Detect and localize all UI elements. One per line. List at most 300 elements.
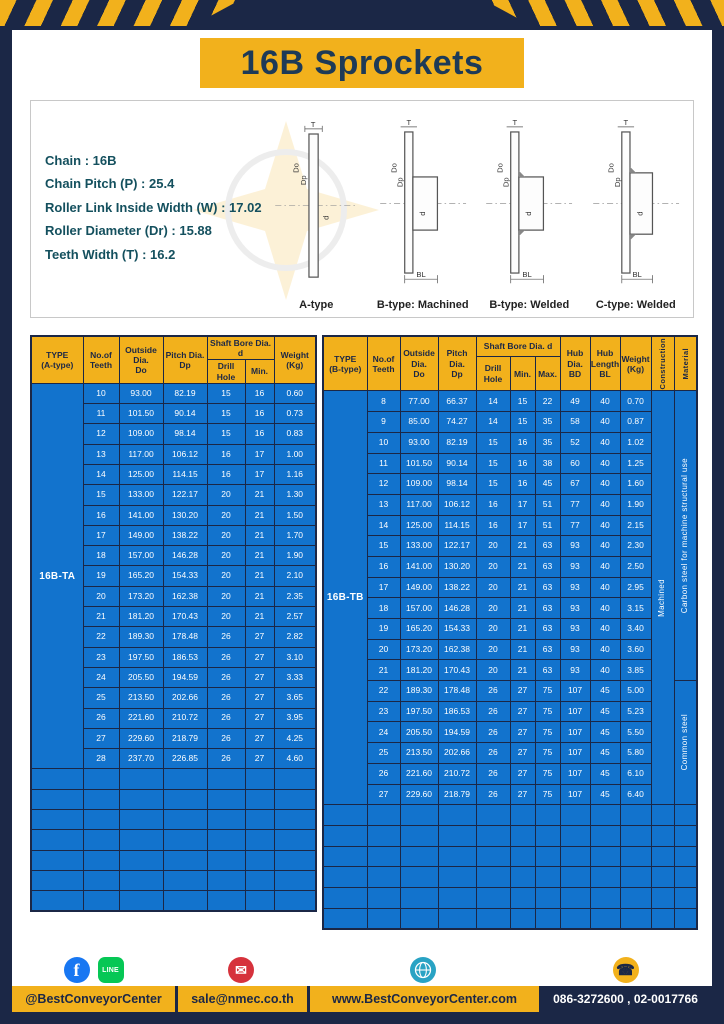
value-cell xyxy=(535,825,560,846)
value-cell: 74.27 xyxy=(438,412,476,433)
value-cell xyxy=(163,769,207,789)
value-cell: 101.50 xyxy=(400,453,438,474)
value-cell: 11 xyxy=(367,453,400,474)
sprocket-table-a xyxy=(30,335,317,912)
value-cell: 98.14 xyxy=(163,424,207,444)
value-cell: 16 xyxy=(245,383,274,403)
value-cell xyxy=(119,789,163,809)
value-cell: 21 xyxy=(83,607,119,627)
value-cell xyxy=(323,805,367,826)
value-cell: 40 xyxy=(590,536,620,557)
value-cell: 125.00 xyxy=(119,464,163,484)
value-cell xyxy=(651,867,674,888)
globe-icon[interactable] xyxy=(410,957,436,983)
diagram-b-type-welded xyxy=(476,107,583,315)
dim-do-label: Do xyxy=(291,163,301,173)
value-cell: 21 xyxy=(245,566,274,586)
value-cell: 21 xyxy=(510,660,535,681)
material-cell: Common steel xyxy=(674,681,697,805)
value-cell: 130.20 xyxy=(163,505,207,525)
value-cell: 82.19 xyxy=(438,432,476,453)
value-cell xyxy=(400,867,438,888)
value-cell xyxy=(400,908,438,929)
facebook-icon[interactable]: f xyxy=(64,957,90,983)
value-cell: 35 xyxy=(535,432,560,453)
value-cell: 45 xyxy=(590,681,620,702)
email-address[interactable]: sale@nmec.co.th xyxy=(175,986,307,1012)
value-cell xyxy=(620,846,651,867)
value-cell: 18 xyxy=(83,546,119,566)
value-cell: 75 xyxy=(535,784,560,805)
value-cell xyxy=(323,825,367,846)
a-type-drawing-icon xyxy=(265,107,367,298)
value-cell: 21 xyxy=(245,546,274,566)
value-cell: 51 xyxy=(535,515,560,536)
table-row xyxy=(323,577,697,598)
value-cell: 24 xyxy=(367,722,400,743)
value-cell xyxy=(323,887,367,908)
value-cell: 27 xyxy=(510,681,535,702)
value-cell: 28 xyxy=(83,749,119,769)
value-cell: 26 xyxy=(367,763,400,784)
value-cell: 165.20 xyxy=(119,566,163,586)
value-cell xyxy=(510,867,535,888)
value-cell: 77 xyxy=(560,515,590,536)
value-cell: 3.10 xyxy=(274,647,316,667)
value-cell: 21 xyxy=(245,607,274,627)
value-cell: 21 xyxy=(510,536,535,557)
value-cell: 5.00 xyxy=(620,681,651,702)
phone-icon[interactable]: ☎ xyxy=(613,957,639,983)
value-cell xyxy=(367,805,400,826)
value-cell: 221.60 xyxy=(119,708,163,728)
dim-dp-label: Dp xyxy=(395,177,405,188)
value-cell xyxy=(510,846,535,867)
value-cell xyxy=(83,850,119,870)
sprocket-table-b xyxy=(322,335,698,930)
value-cell: 1.30 xyxy=(274,485,316,505)
value-cell xyxy=(207,809,245,829)
table-row xyxy=(323,494,697,515)
value-cell: 194.59 xyxy=(438,722,476,743)
value-cell: 213.50 xyxy=(400,743,438,764)
value-cell: 40 xyxy=(590,515,620,536)
dim-t-label: T xyxy=(623,117,628,127)
value-cell: 20 xyxy=(83,586,119,606)
value-cell xyxy=(83,891,119,911)
value-cell xyxy=(438,805,476,826)
value-cell: 10 xyxy=(83,383,119,403)
value-cell: 20 xyxy=(476,556,510,577)
value-cell: 170.43 xyxy=(163,607,207,627)
empty-row xyxy=(31,830,316,850)
value-cell: 40 xyxy=(590,494,620,515)
value-cell: 13 xyxy=(367,494,400,515)
value-cell xyxy=(651,887,674,908)
value-cell: 25 xyxy=(83,688,119,708)
info-panel xyxy=(30,100,694,318)
value-cell: 2.30 xyxy=(620,536,651,557)
value-cell: 19 xyxy=(367,619,400,640)
value-cell: 189.30 xyxy=(400,681,438,702)
value-cell xyxy=(245,850,274,870)
value-cell: 93 xyxy=(560,536,590,557)
table-row xyxy=(323,639,697,660)
value-cell xyxy=(245,769,274,789)
value-cell: 82.19 xyxy=(163,383,207,403)
value-cell: 14 xyxy=(476,412,510,433)
value-cell: 210.72 xyxy=(438,763,476,784)
value-cell: 20 xyxy=(207,505,245,525)
value-cell xyxy=(535,867,560,888)
header-shaft-bore-group: Shaft Bore Dia. d xyxy=(207,336,274,360)
value-cell: 40 xyxy=(590,639,620,660)
value-cell xyxy=(674,846,697,867)
value-cell: 210.72 xyxy=(163,708,207,728)
table-b-header xyxy=(323,336,697,391)
value-cell: 141.00 xyxy=(400,556,438,577)
header-drill-hole: Drill Hole xyxy=(476,356,510,391)
table-row xyxy=(323,474,697,495)
value-cell: 26 xyxy=(476,722,510,743)
value-cell xyxy=(560,846,590,867)
value-cell: 107 xyxy=(560,681,590,702)
value-cell xyxy=(274,769,316,789)
footer-icons-row xyxy=(12,954,712,986)
value-cell xyxy=(590,805,620,826)
value-cell: 146.28 xyxy=(438,598,476,619)
value-cell: 85.00 xyxy=(400,412,438,433)
value-cell: 3.33 xyxy=(274,667,316,687)
value-cell: 138.22 xyxy=(163,525,207,545)
diagram-caption: B-type: Machined xyxy=(376,299,469,311)
value-cell: 40 xyxy=(590,619,620,640)
table-row xyxy=(323,660,697,681)
value-cell xyxy=(590,846,620,867)
value-cell xyxy=(207,850,245,870)
empty-row xyxy=(31,769,316,789)
value-cell: 16 xyxy=(245,404,274,424)
value-cell: 149.00 xyxy=(400,577,438,598)
value-cell xyxy=(510,908,535,929)
value-cell: 27 xyxy=(245,667,274,687)
value-cell: 2.57 xyxy=(274,607,316,627)
value-cell xyxy=(31,769,83,789)
value-cell: 63 xyxy=(535,577,560,598)
value-cell: 38 xyxy=(535,453,560,474)
value-cell xyxy=(590,887,620,908)
value-cell: 27 xyxy=(245,627,274,647)
value-cell: 90.14 xyxy=(438,453,476,474)
value-cell: 75 xyxy=(535,763,560,784)
value-cell: 8 xyxy=(367,391,400,412)
social-icons xyxy=(12,957,175,983)
diagram-caption: A-type xyxy=(299,299,334,311)
value-cell: 75 xyxy=(535,743,560,764)
value-cell: 22 xyxy=(535,391,560,412)
phone-numbers: 086-3272600 , 02-0017766 xyxy=(539,986,712,1012)
value-cell: 16 xyxy=(476,515,510,536)
value-cell xyxy=(83,809,119,829)
dim-d-label: d xyxy=(417,211,427,216)
value-cell: 6.10 xyxy=(620,763,651,784)
value-cell: 165.20 xyxy=(400,619,438,640)
value-cell: 17 xyxy=(83,525,119,545)
value-cell: 16 xyxy=(207,464,245,484)
value-cell: 20 xyxy=(476,660,510,681)
value-cell xyxy=(274,891,316,911)
tables-section xyxy=(30,335,694,912)
value-cell: 45 xyxy=(590,763,620,784)
value-cell: 130.20 xyxy=(438,556,476,577)
value-cell: 23 xyxy=(83,647,119,667)
diagram-b-type-machined xyxy=(370,107,477,315)
value-cell: 75 xyxy=(535,722,560,743)
value-cell: 1.60 xyxy=(620,474,651,495)
value-cell: 15 xyxy=(510,412,535,433)
value-cell: 63 xyxy=(535,639,560,660)
value-cell: 26 xyxy=(207,667,245,687)
value-cell: 40 xyxy=(590,598,620,619)
value-cell xyxy=(535,846,560,867)
value-cell: 60 xyxy=(560,453,590,474)
value-cell xyxy=(560,867,590,888)
value-cell: 181.20 xyxy=(400,660,438,681)
value-cell xyxy=(323,846,367,867)
value-cell: 17 xyxy=(510,515,535,536)
value-cell: 189.30 xyxy=(119,627,163,647)
value-cell: 157.00 xyxy=(400,598,438,619)
value-cell: 221.60 xyxy=(400,763,438,784)
value-cell: 12 xyxy=(83,424,119,444)
value-cell: 20 xyxy=(207,485,245,505)
dim-t-label: T xyxy=(310,119,316,129)
value-cell: 0.70 xyxy=(620,391,651,412)
value-cell: 40 xyxy=(590,660,620,681)
value-cell xyxy=(207,870,245,890)
value-cell: 109.00 xyxy=(400,474,438,495)
value-cell: 24 xyxy=(83,667,119,687)
dim-d-label: d xyxy=(321,215,331,220)
value-cell: 20 xyxy=(367,639,400,660)
value-cell xyxy=(367,846,400,867)
value-cell: 93 xyxy=(560,598,590,619)
value-cell xyxy=(163,830,207,850)
value-cell: 16 xyxy=(83,505,119,525)
value-cell: 45 xyxy=(590,743,620,764)
value-cell: 205.50 xyxy=(400,722,438,743)
table-row xyxy=(323,412,697,433)
value-cell: 40 xyxy=(590,556,620,577)
value-cell xyxy=(245,809,274,829)
line-app-icon[interactable]: LINE xyxy=(98,957,124,983)
table-a-header xyxy=(31,336,316,383)
value-cell: 45 xyxy=(590,722,620,743)
value-cell: 2.10 xyxy=(274,566,316,586)
email-icon[interactable]: ✉ xyxy=(228,957,254,983)
value-cell xyxy=(535,908,560,929)
table-row xyxy=(323,619,697,640)
value-cell: 49 xyxy=(560,391,590,412)
value-cell: 16 xyxy=(510,453,535,474)
header-pitch-dia: Pitch Dia. Dp xyxy=(163,336,207,383)
value-cell: 122.17 xyxy=(438,536,476,557)
header-teeth: No.of Teeth xyxy=(83,336,119,383)
header-hub-length: Hub Length BL xyxy=(590,336,620,391)
header-min: Min. xyxy=(510,356,535,391)
value-cell: 1.02 xyxy=(620,432,651,453)
website-url[interactable]: www.BestConveyorCenter.com xyxy=(307,986,539,1012)
value-cell: 21 xyxy=(245,505,274,525)
value-cell xyxy=(535,805,560,826)
value-cell: 27 xyxy=(245,688,274,708)
value-cell: 149.00 xyxy=(119,525,163,545)
value-cell: 106.12 xyxy=(163,444,207,464)
value-cell: 63 xyxy=(535,598,560,619)
type-badge: 16B-TB xyxy=(323,391,367,805)
value-cell: 6.40 xyxy=(620,784,651,805)
header-material: Material xyxy=(674,336,697,391)
value-cell: 26 xyxy=(207,647,245,667)
value-cell xyxy=(31,891,83,911)
value-cell: 27 xyxy=(245,708,274,728)
header-outside-dia: Outside Dia. Do xyxy=(400,336,438,391)
value-cell xyxy=(207,769,245,789)
value-cell: 1.90 xyxy=(620,494,651,515)
value-cell: 40 xyxy=(590,391,620,412)
value-cell xyxy=(560,887,590,908)
value-cell: 157.00 xyxy=(119,546,163,566)
value-cell: 107 xyxy=(560,784,590,805)
value-cell: 27 xyxy=(510,743,535,764)
value-cell: 22 xyxy=(367,681,400,702)
table-row xyxy=(323,763,697,784)
value-cell: 26 xyxy=(476,701,510,722)
value-cell: 21 xyxy=(510,577,535,598)
value-cell: 12 xyxy=(367,474,400,495)
value-cell xyxy=(400,846,438,867)
table-row xyxy=(323,536,697,557)
table-row xyxy=(323,743,697,764)
value-cell: 77 xyxy=(560,494,590,515)
value-cell: 93.00 xyxy=(119,383,163,403)
value-cell: 17 xyxy=(245,444,274,464)
value-cell: 107 xyxy=(560,722,590,743)
value-cell: 26 xyxy=(207,749,245,769)
header-drill-hole: Drill Hole xyxy=(207,360,245,383)
value-cell xyxy=(83,830,119,850)
value-cell: 20 xyxy=(207,546,245,566)
contact-bar xyxy=(12,986,712,1012)
value-cell xyxy=(245,789,274,809)
header-type: TYPE (A-type) xyxy=(31,336,83,383)
value-cell xyxy=(438,887,476,908)
value-cell: 3.65 xyxy=(274,688,316,708)
value-cell: 16 xyxy=(245,424,274,444)
value-cell: 98.14 xyxy=(438,474,476,495)
value-cell xyxy=(651,846,674,867)
value-cell xyxy=(510,887,535,908)
value-cell: 229.60 xyxy=(119,728,163,748)
value-cell: 93 xyxy=(560,639,590,660)
value-cell xyxy=(590,908,620,929)
value-cell: 15 xyxy=(476,453,510,474)
value-cell: 25 xyxy=(367,743,400,764)
value-cell: 45 xyxy=(535,474,560,495)
value-cell: 66.37 xyxy=(438,391,476,412)
value-cell: 107 xyxy=(560,701,590,722)
value-cell: 2.95 xyxy=(620,577,651,598)
value-cell: 138.22 xyxy=(438,577,476,598)
value-cell: 154.33 xyxy=(438,619,476,640)
diagram-caption: C-type: Welded xyxy=(595,299,676,311)
value-cell: 154.33 xyxy=(163,566,207,586)
value-cell xyxy=(323,908,367,929)
value-cell xyxy=(163,850,207,870)
diagram-c-type-welded xyxy=(583,107,690,315)
value-cell: 107 xyxy=(560,763,590,784)
value-cell: 0.73 xyxy=(274,404,316,424)
value-cell xyxy=(119,830,163,850)
value-cell: 226.85 xyxy=(163,749,207,769)
header-weight: Weight (Kg) xyxy=(274,336,316,383)
value-cell: 20 xyxy=(207,607,245,627)
value-cell: 20 xyxy=(476,577,510,598)
dim-d-label: d xyxy=(524,211,534,216)
value-cell: 186.53 xyxy=(163,647,207,667)
value-cell: 3.15 xyxy=(620,598,651,619)
value-cell xyxy=(207,830,245,850)
value-cell: 16 xyxy=(510,432,535,453)
value-cell: 26 xyxy=(476,743,510,764)
value-cell: 5.80 xyxy=(620,743,651,764)
empty-row xyxy=(323,805,697,826)
value-cell xyxy=(83,789,119,809)
value-cell: 21 xyxy=(510,598,535,619)
value-cell: 27 xyxy=(245,728,274,748)
value-cell: 27 xyxy=(510,784,535,805)
value-cell xyxy=(620,867,651,888)
value-cell: 27 xyxy=(510,701,535,722)
value-cell: 194.59 xyxy=(163,667,207,687)
value-cell xyxy=(31,830,83,850)
value-cell xyxy=(367,887,400,908)
value-cell: 77.00 xyxy=(400,391,438,412)
hazard-stripe-left xyxy=(0,0,240,26)
value-cell: 21 xyxy=(510,619,535,640)
value-cell: 181.20 xyxy=(119,607,163,627)
dim-do-label: Do xyxy=(606,163,616,173)
diagram-a-type xyxy=(263,107,370,315)
value-cell: 15 xyxy=(476,474,510,495)
value-cell xyxy=(31,870,83,890)
value-cell: 21 xyxy=(510,556,535,577)
page-title: 16B Sprockets xyxy=(240,43,484,82)
empty-row xyxy=(31,850,316,870)
empty-row xyxy=(323,825,697,846)
facebook-handle[interactable]: @BestConveyorCenter xyxy=(12,986,175,1012)
value-cell: 16 xyxy=(510,474,535,495)
dim-do-label: Do xyxy=(389,163,399,173)
value-cell: 21 xyxy=(367,660,400,681)
value-cell: 20 xyxy=(476,619,510,640)
value-cell: 173.20 xyxy=(400,639,438,660)
b-type-machined-drawing-icon xyxy=(372,107,474,298)
table-row xyxy=(323,701,697,722)
phone-icon-wrap xyxy=(539,957,712,983)
value-cell: 197.50 xyxy=(119,647,163,667)
value-cell xyxy=(438,846,476,867)
